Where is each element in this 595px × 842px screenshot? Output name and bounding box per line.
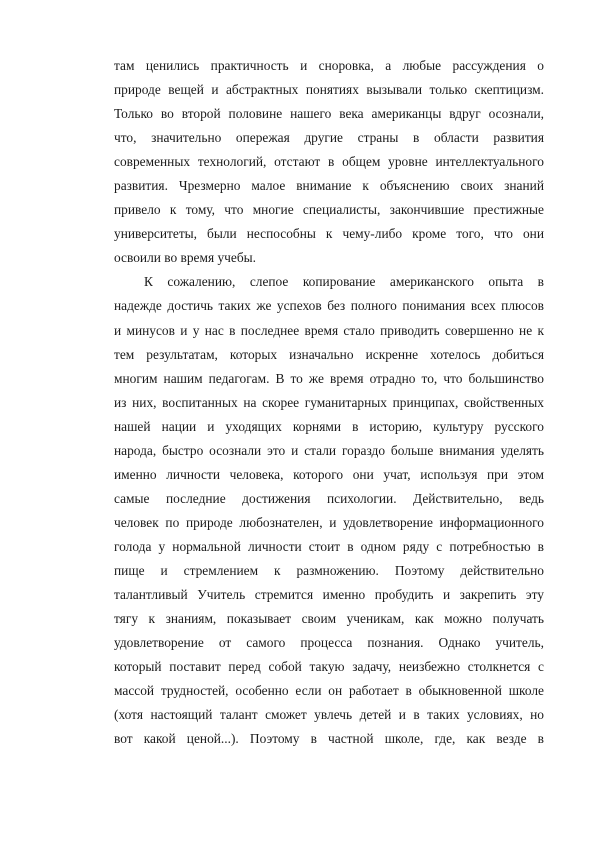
text-line: развития. Чрезмерно малое внимание к объяснению своих знаний bbox=[114, 178, 544, 194]
text-line: многим нашим педагогам. В то же время отрадно то, что большинство bbox=[114, 370, 544, 386]
text-line: человек по природе любознателен, и удовлетворение информационного bbox=[114, 514, 544, 530]
text-line: который поставит перед собой такую задачу, неизбежно столкнется с bbox=[114, 659, 544, 675]
text-line: надежде достичь таких же успехов без полного понимания всех плюсов bbox=[114, 298, 544, 314]
text-line: университеты, были неспособны к чему-либо кроме того, что они bbox=[114, 226, 544, 242]
text-line: там ценились практичность и сноровка, а любые рассуждения о bbox=[114, 58, 544, 73]
text-line: массой трудностей, особенно если он работает в обыкновенной школе bbox=[114, 683, 544, 699]
text-line: талантливый Учитель стремится именно пробудить и закрепить эту bbox=[114, 587, 544, 603]
text-line: что, значительно опережая другие страны в области развития bbox=[114, 130, 544, 146]
text-line: именно личности человека, которого они учат, используя при этом bbox=[114, 466, 544, 482]
text-line: из них, воспитанных на скорее гуманитарных принципах, свойственных bbox=[114, 394, 544, 410]
text-line: современных технологий, отстают в общем уровне интеллектуального bbox=[114, 154, 544, 170]
text-line: и минусов и у нас в последнее время стало приводить совершенно не к bbox=[114, 322, 544, 338]
text-line: голода у нормальной личности стоит в одном ряду с потребностью в bbox=[114, 538, 544, 554]
text-line: народа, быстро осознали это и стали гораздо больше внимания уделять bbox=[114, 442, 544, 458]
text-line: тягу к знаниям, показывает своим ученикам, как можно получать bbox=[114, 611, 544, 627]
text-line: освоили во время учебы. bbox=[114, 250, 257, 266]
text-line: тем результатам, которых изначально искренне хотелось добиться bbox=[114, 346, 544, 362]
text-line: К сожалению, слепое копирование американского опыта в bbox=[144, 274, 544, 290]
text-line: природе вещей и абстрактных понятиях вызывали только скептицизм. bbox=[114, 82, 544, 98]
paragraph-1 bbox=[114, 54, 544, 270]
text-line: нашей нации и уходящих корнями в историю, культуру русского bbox=[114, 418, 544, 434]
text-line: вот какой ценой...). Поэтому в частной школе, где, как везде в bbox=[114, 731, 544, 747]
text-line: удовлетворение от самого процесса познания. Однако учитель, bbox=[114, 635, 544, 651]
text-line: самые последние достижения психологии. Действительно, ведь bbox=[114, 490, 544, 506]
body-text bbox=[114, 54, 544, 751]
text-line: Только во второй половине нашего века американцы вдруг осознали, bbox=[114, 106, 544, 122]
paragraph-2 bbox=[114, 270, 544, 751]
text-line: пище и стремлением к размножению. Поэтому действительно bbox=[114, 562, 544, 578]
text-line: (хотя настоящий талант сможет увлечь детей и в таких условиях, но bbox=[114, 707, 544, 723]
text-line: привело к тому, что многие специалисты, закончившие престижные bbox=[114, 202, 544, 218]
